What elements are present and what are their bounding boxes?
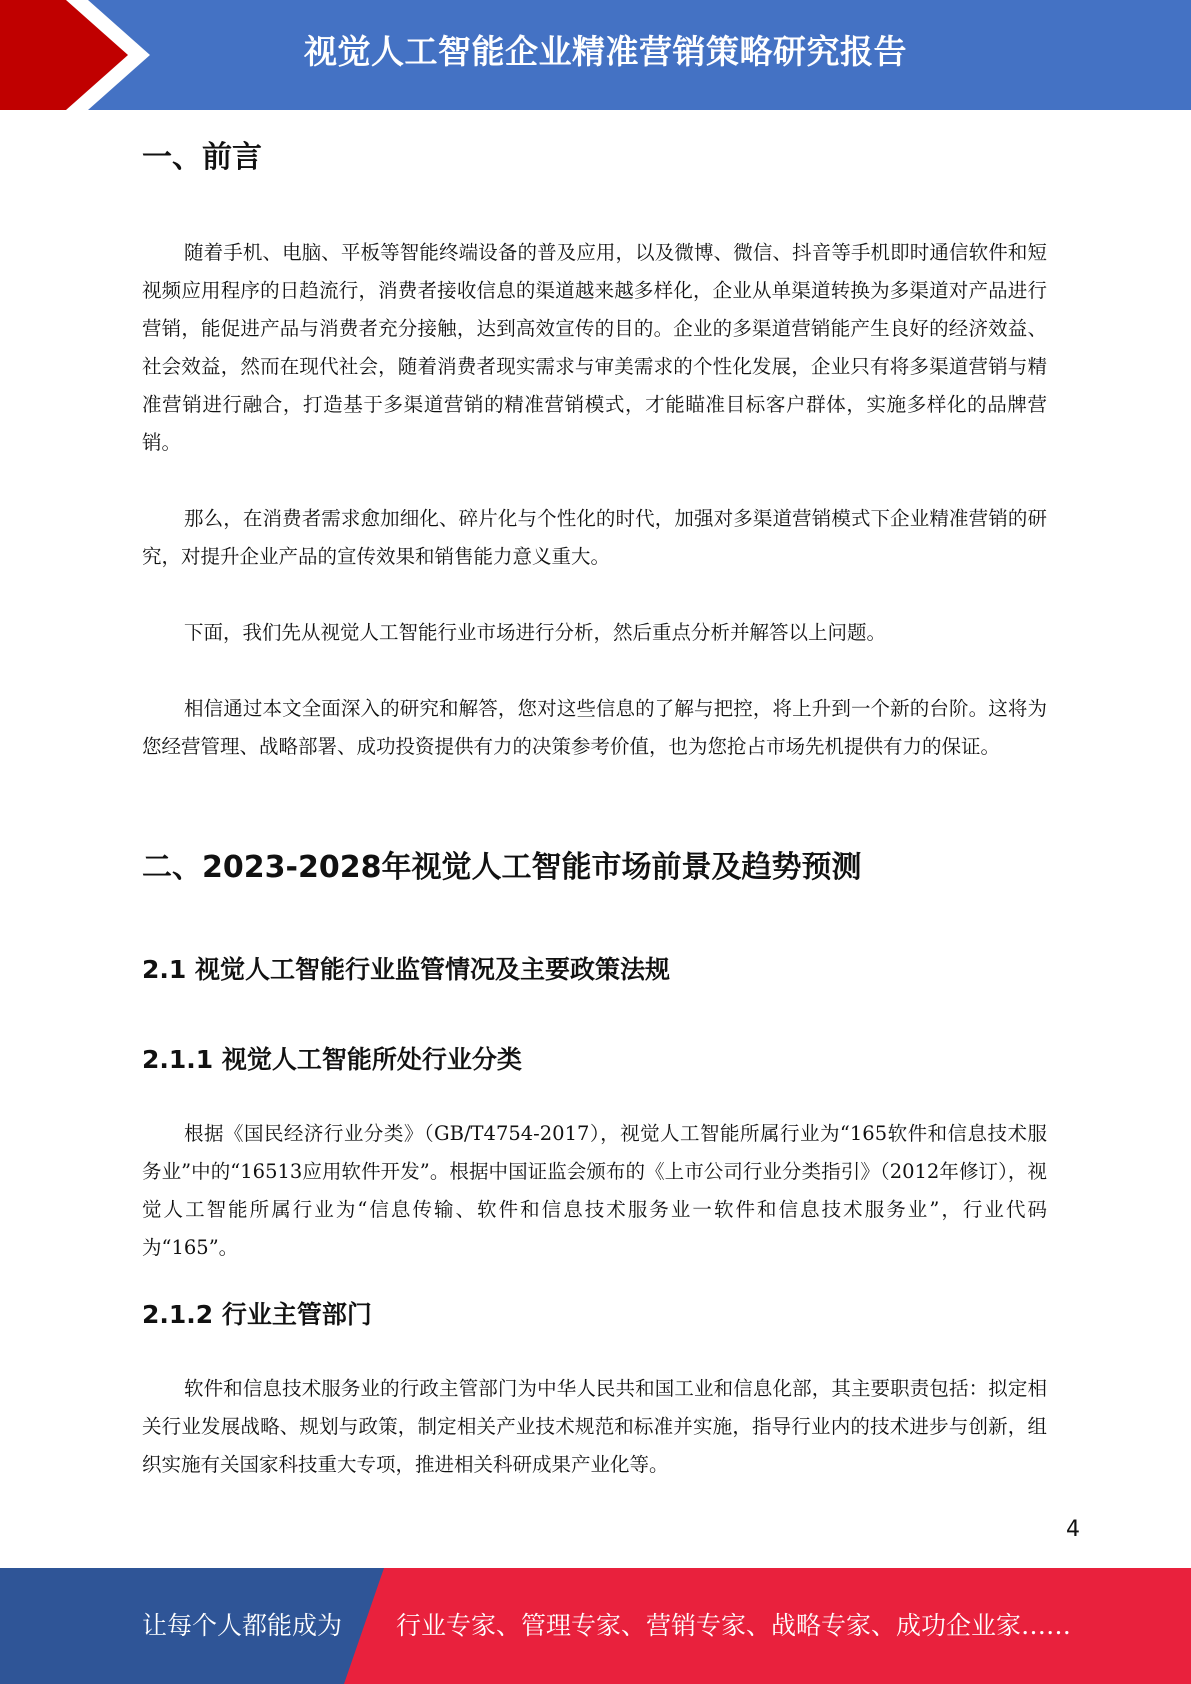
subsection-heading-2-1-1	[142, 1045, 1047, 1075]
page-number: 4	[1066, 1517, 1080, 1542]
preface-paragraph-3	[142, 614, 1047, 652]
preface-paragraph-4	[142, 690, 1047, 766]
section-heading-preface	[142, 140, 1047, 176]
heading-industry-classification: 2.1.1 视觉人工智能所处行业分类	[142, 1045, 522, 1074]
paragraph: 下面，我们先从视觉人工智能行业市场进行分析，然后重点分析并解答以上问题。	[184, 621, 887, 644]
paragraph: 软件和信息技术服务业的行政主管部门为中华人民共和国工业和信息化部，其主要职责包括：拟定相关行业发展战略、规划与政策，制定相关产业技术规范和标准并实施，指导行业内的技术进步与创新，组织实施有关国家科技重大专项，推进相关科研成果产业化等。	[142, 1377, 1047, 1476]
section-heading-market	[142, 850, 1047, 886]
subsection-heading-2-1-2	[142, 1300, 1047, 1330]
paragraph: 随着手机、电脑、平板等智能终端设备的普及应用，以及微博、微信、抖音等手机即时通信软件和短视频应用程序的日趋流行，消费者接收信息的渠道越来越多样化，企业从单渠道转换为多渠道对产品进行营销，能促进产品与消费者充分接触，达到高效宣传的目的。企业的多渠道营销能产生良好的经济效益、社会效益，然而在现代社会，随着消费者现实需求与审美需求的个性化发展，企业只有将多渠道营销与精准营销进行融合，打造基于多渠道营销的精准营销模式，才能瞄准目标客户群体，实施多样化的品牌营销。	[142, 241, 1047, 454]
heading-market-outlook: 二、2023-2028年视觉人工智能市场前景及趋势预测	[142, 850, 862, 885]
heading-preface: 一、前言	[142, 140, 262, 175]
paragraph: 相信通过本文全面深入的研究和解答，您对这些信息的了解与把控，将上升到一个新的台阶。这将为您经营管理、战略部署、成功投资提供有力的决策参考价值，也为您抢占市场先机提供有力的保证。	[142, 697, 1047, 758]
paragraph: 那么，在消费者需求愈加细化、碎片化与个性化的时代，加强对多渠道营销模式下企业精准营销的研究，对提升企业产品的宣传效果和销售能力意义重大。	[142, 507, 1047, 568]
footer-slogan-right: 行业专家、管理专家、营销专家、战略专家、成功企业家……	[396, 1611, 1072, 1640]
report-title: 视觉人工智能企业精准营销策略研究报告	[304, 32, 907, 71]
classification-paragraph	[142, 1115, 1047, 1267]
heading-authority: 2.1.2 行业主管部门	[142, 1300, 372, 1329]
preface-paragraph-1	[142, 234, 1047, 462]
header-banner	[0, 0, 1191, 110]
preface-paragraph-2	[142, 500, 1047, 576]
paragraph: 根据《国民经济行业分类》（GB/T4754-2017），视觉人工智能所属行业为“165软件和信息技术服务业”中的“16513应用软件开发”。根据中国证监会颁布的《上市公司行业分类指引》（2012年修订），视觉人工智能所属行业为“信息传输、软件和信息技术服务业一软件和信息技术服务业”，行业代码为“165”。	[142, 1122, 1047, 1259]
footer-banner	[0, 1568, 1191, 1684]
authority-paragraph	[142, 1370, 1047, 1484]
footer-slogan-left: 让每个人都能成为	[142, 1611, 343, 1640]
heading-regulation: 2.1 视觉人工智能行业监管情况及主要政策法规	[142, 955, 670, 984]
subsection-heading-2-1	[142, 955, 1047, 985]
